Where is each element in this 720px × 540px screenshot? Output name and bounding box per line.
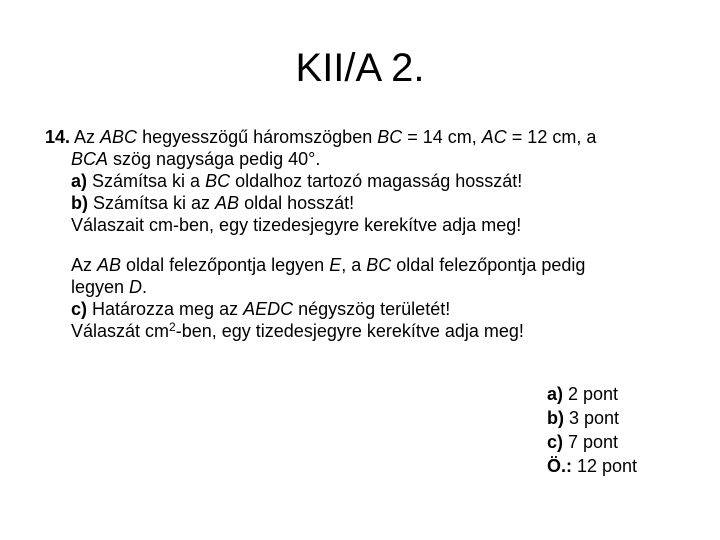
intro-text-4: = 12 cm, a: [506, 127, 597, 147]
mid2-text-1: legyen: [71, 277, 130, 297]
qb-text-2: oldal hosszát!: [239, 193, 355, 213]
mid1-side-ab: AB: [97, 255, 122, 275]
qc-text-1: Határozza meg az: [87, 299, 244, 319]
superscript-2: 2: [169, 320, 176, 334]
score-value: 12 pont: [572, 456, 638, 476]
score-label: c): [547, 432, 564, 452]
question-a: [45, 170, 685, 192]
midpoint-line-1: [45, 254, 685, 276]
qc-text-2: négyszög területét!: [293, 299, 451, 319]
side-bc: BC: [377, 127, 403, 147]
intro-text-2: hegyesszögű háromszögben: [137, 127, 378, 147]
answer-instruction-2: [45, 320, 685, 342]
score-item-a: [547, 382, 637, 406]
mid1-side-bc: BC: [366, 255, 392, 275]
side-ac: AC: [481, 127, 507, 147]
mid1-text-4: oldal felezőpontja pedig: [391, 255, 586, 275]
qa-text-1: Számítsa ki a: [87, 171, 206, 191]
problem-intro-line-2: [45, 148, 685, 170]
question-b-label: b): [71, 193, 88, 213]
mid1-text-3: , a: [341, 255, 367, 275]
spacer: [45, 236, 685, 254]
mid1-text-2: oldal felezőpontja legyen: [121, 255, 330, 275]
quad-aedc: AEDC: [243, 299, 294, 319]
triangle-abc: ABC: [100, 127, 138, 147]
point-d: D: [129, 277, 143, 297]
answer-instruction-1: Válaszait cm-ben, egy tizedesjegyre kerekítve adja meg!: [71, 215, 522, 235]
answer2-text-2: -ben, egy tizedesjegyre kerekítve adja meg!: [175, 321, 524, 341]
qb-text-1: Számítsa ki az: [88, 193, 216, 213]
midpoint-line-2: [45, 276, 685, 298]
score-label: b): [547, 408, 564, 428]
qa-side-bc: BC: [205, 171, 231, 191]
question-a-label: a): [71, 171, 88, 191]
intro-text-1: Az: [70, 127, 101, 147]
intro-text-3: = 14 cm,: [402, 127, 482, 147]
score-label: a): [547, 384, 564, 404]
score-item-b: [547, 406, 637, 430]
score-item-c: [547, 430, 637, 454]
qb-side-ab: AB: [215, 193, 240, 213]
score-value: 2 pont: [563, 384, 619, 404]
problem-text: [45, 126, 685, 342]
score-value: 7 pont: [563, 432, 619, 452]
point-e: E: [329, 255, 342, 275]
qa-text-2: oldalhoz tartozó magasság hosszát!: [230, 171, 523, 191]
question-c-label: c): [71, 299, 88, 319]
angle-bca: BCA: [71, 149, 109, 169]
slide-title: KII/A 2.: [295, 46, 425, 90]
intro2-text: szög nagysága pedig 40°.: [108, 149, 321, 169]
question-b: [45, 192, 685, 214]
score-list: [547, 382, 637, 478]
mid2-text-2: .: [142, 277, 148, 297]
question-c: [45, 298, 685, 320]
score-item-total: [547, 454, 637, 478]
score-label: Ö.:: [547, 456, 572, 476]
answer2-text-1: Válaszát cm: [71, 321, 170, 341]
mid1-text-1: Az: [71, 255, 98, 275]
problem-number: 14.: [45, 127, 71, 147]
score-value: 3 pont: [564, 408, 620, 428]
problem-intro-line: [45, 126, 685, 148]
